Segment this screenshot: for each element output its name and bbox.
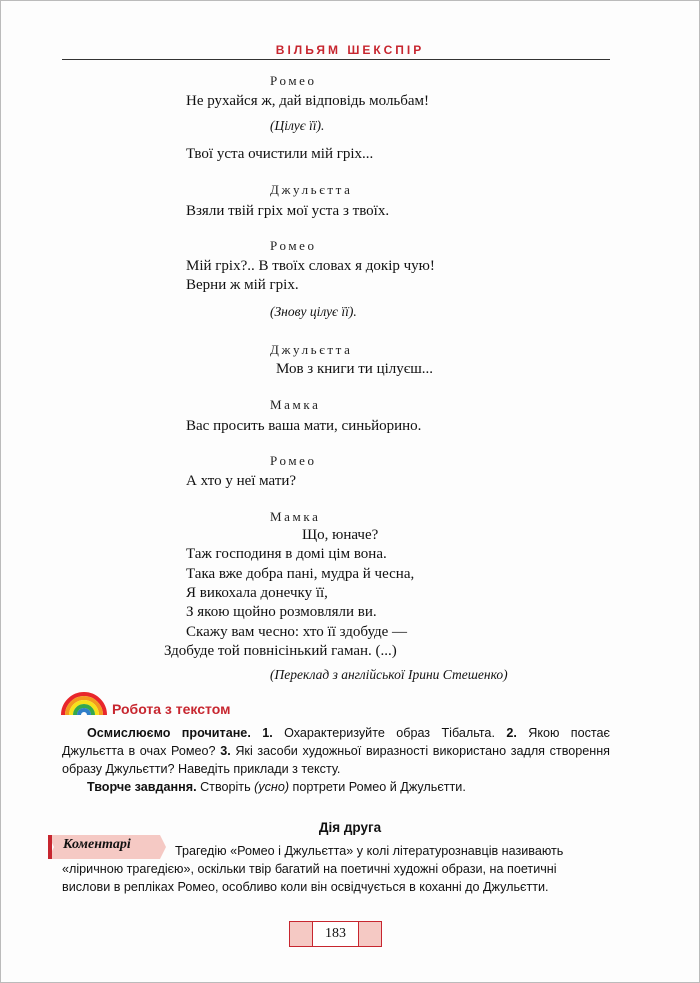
- verse-line: Вас просить ваша мати, синьйорино.: [186, 418, 422, 434]
- running-header: ВІЛЬЯМ ШЕКСПІР: [275, 43, 425, 57]
- creative-task-text: портрети Ромео й Джульєтти.: [289, 780, 466, 794]
- speaker-juliet: Джульєтта: [270, 342, 353, 357]
- verse-line: Мов з книги ти цілуєш...: [276, 361, 433, 377]
- question-number: 1.: [262, 726, 273, 740]
- verse-line: Верни ж мій гріх.: [186, 277, 299, 293]
- question-text: Якою постає Джульєтта в очах Ромео?: [62, 726, 610, 758]
- creative-task-text: Створіть: [196, 780, 255, 794]
- verse-line: А хто у неї мати?: [186, 473, 297, 489]
- translation-credit: (Переклад з англійської Ірини Стешенко): [270, 667, 508, 682]
- comment-text-line: «ліричною трагедією», оскільки твір багатий на поетичні художні образи, на поетичні: [62, 862, 557, 876]
- question-number: 3.: [220, 744, 231, 758]
- creative-task-label: Творче завдання.: [87, 780, 197, 794]
- verse-line: Мій гріх?.. В твоїх словах я докір чую!: [186, 258, 435, 274]
- comment-text-line: Трагедію «Ромео і Джульєтта» у колі літературознавців називають: [175, 844, 564, 858]
- speaker-romeo: Ромео: [270, 453, 317, 468]
- header-rule: [62, 59, 610, 60]
- stage-direction: (Цілує її).: [270, 118, 325, 133]
- comment-label: Коментарі: [63, 837, 131, 852]
- page-number-decor-left: [289, 921, 313, 947]
- verse-line: Я викохала донечку її,: [186, 585, 328, 601]
- speaker-juliet: Джульєтта: [270, 182, 353, 197]
- question-text: Які засоби художньої виразності використано задля створення образу Джульєтти? Наведіть приклади з тексту.: [62, 744, 610, 776]
- verse-line: Скажу вам чесно: хто її здобуде —: [186, 624, 408, 640]
- speaker-nurse: Мамка: [270, 509, 321, 524]
- comment-text-line: вислови в репліках Ромео, особливо коли він освідчується в коханні до Джульєтти.: [62, 880, 549, 894]
- verse-line: Що, юначе?: [302, 527, 379, 543]
- page-number-decor-right: [358, 921, 382, 947]
- rainbow-icon: [60, 688, 108, 716]
- verse-line: З якою щойно розмовляли ви.: [186, 604, 377, 620]
- verse-line: Не рухайся ж, дай відповідь мольбам!: [186, 93, 430, 109]
- verse-line: Така вже добра пані, мудра й чесна,: [186, 566, 415, 582]
- question-number: 2.: [506, 726, 517, 740]
- creative-task-emphasis: (усно): [254, 780, 290, 794]
- verse-line: Таж господиня в домі цім вона.: [186, 546, 387, 562]
- stage-direction: (Знову цілує її).: [270, 304, 357, 319]
- questions-label: Осмислюємо прочитане.: [87, 726, 251, 740]
- comprehension-questions: [62, 724, 610, 778]
- speaker-romeo: Ромео: [270, 238, 317, 253]
- speaker-romeo: Ромео: [270, 73, 317, 88]
- section-title-work-with-text: Робота з текстом: [112, 701, 231, 717]
- verse-line: Твої уста очистили мій гріх...: [186, 146, 374, 162]
- question-text: Охарактеризуйте образ Тібальта.: [272, 726, 507, 740]
- page-number: 183: [325, 926, 346, 941]
- speaker-nurse: Мамка: [270, 397, 321, 412]
- verse-line: Взяли твій гріх мої уста з твоїх.: [186, 203, 390, 219]
- creative-task: [62, 778, 610, 796]
- verse-line: Здобуде той повнісінький гаман. (...): [164, 643, 397, 659]
- act-title: Дія друга: [318, 820, 382, 835]
